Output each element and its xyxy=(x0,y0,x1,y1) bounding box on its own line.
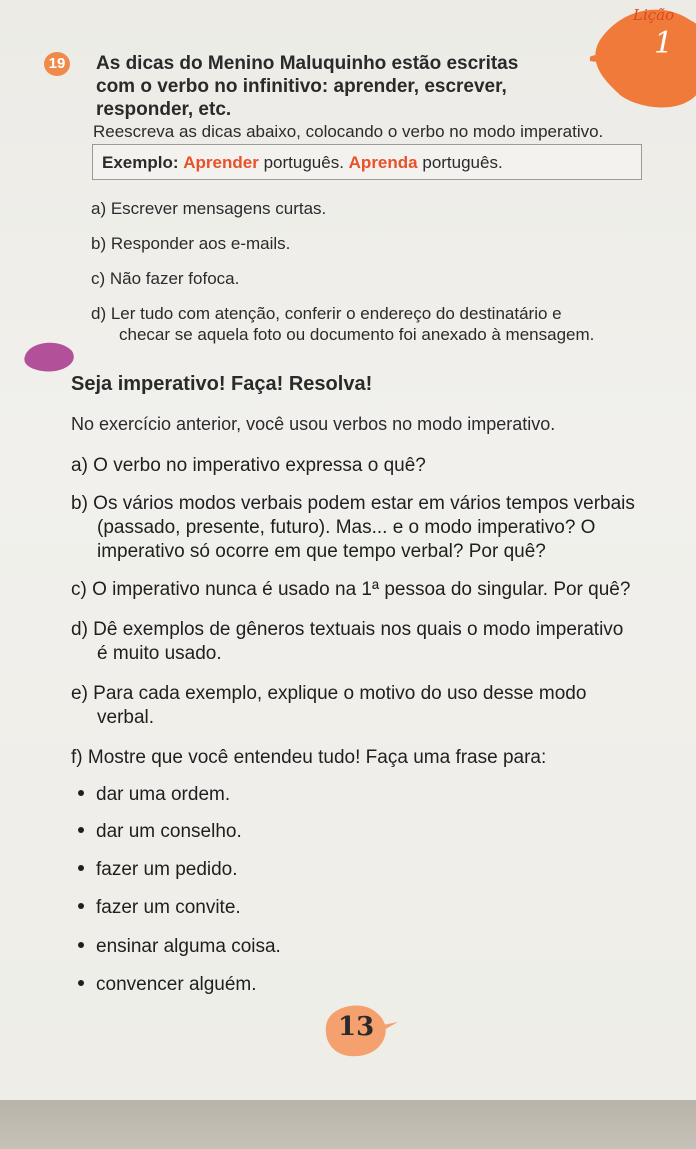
bullet-item: convencer alguém. xyxy=(96,971,257,999)
question-item: d) Dê exemplos de gêneros textuais nos quais o modo imperativo xyxy=(71,619,624,640)
section-splash xyxy=(20,336,80,376)
instruction-line: As dicas do Menino Maluquinho estão escritas xyxy=(96,53,519,74)
page-number: 13 xyxy=(338,1012,375,1042)
question-item: a) O verbo no imperativo expressa o quê? xyxy=(71,455,426,476)
question-continuation: imperativo só ocorre em que tempo verbal? Por quê? xyxy=(97,541,546,562)
lesson-label: Lição xyxy=(633,6,675,24)
bullet-item: dar um conselho. xyxy=(96,818,242,846)
bullet-item: fazer um convite. xyxy=(96,894,241,922)
example-text: português. xyxy=(263,153,344,172)
table-surface xyxy=(0,1100,696,1149)
tip-item: d) Ler tudo com atenção, conferir o endereço do destinatário e xyxy=(91,304,562,323)
section-intro: No exercício anterior, você usou verbos no modo imperativo. xyxy=(71,414,556,434)
tip-item: a) Escrever mensagens curtas. xyxy=(91,199,327,218)
lesson-number: 1 xyxy=(654,26,674,61)
question-continuation: é muito usado. xyxy=(97,643,222,664)
question-item: e) Para cada exemplo, explique o motivo do uso desse modo xyxy=(71,683,587,704)
subinstruction: Reescreva as dicas abaixo, colocando o verbo no modo imperativo. xyxy=(93,122,604,141)
instruction-line: com o verbo no infinitivo: aprender, escrever, xyxy=(96,76,507,97)
example-text: português. xyxy=(422,153,503,172)
question-continuation: (passado, presente, futuro). Mas... e o modo imperativo? O xyxy=(97,517,596,538)
tip-item: b) Responder aos e-mails. xyxy=(91,234,291,253)
question-continuation: verbal. xyxy=(97,707,155,728)
bullet-item: dar uma ordem. xyxy=(96,781,230,809)
question-item: b) Os vários modos verbais podem estar em vários tempos verbais xyxy=(71,493,635,514)
bullet-item: fazer um pedido. xyxy=(96,856,238,884)
instruction-line: responder, etc. xyxy=(96,99,232,120)
example-infinitive: Aprender xyxy=(183,153,259,172)
example-label: Exemplo: xyxy=(102,153,179,172)
question-item: c) O imperativo nunca é usado na 1ª pessoa do singular. Por quê? xyxy=(71,579,631,600)
example-imperative: Aprenda xyxy=(348,153,418,172)
bullet-item: ensinar alguma coisa. xyxy=(96,933,281,961)
section-title: Seja imperativo! Faça! Resolva! xyxy=(71,373,373,395)
exercise-number-badge: 19 xyxy=(44,52,70,76)
example-line xyxy=(102,152,503,173)
tip-item-continuation: checar se aquela foto ou documento foi anexado à mensagem. xyxy=(119,325,595,344)
question-item: f) Mostre que você entendeu tudo! Faça uma frase para: xyxy=(71,747,547,768)
tip-item: c) Não fazer fofoca. xyxy=(91,269,240,288)
